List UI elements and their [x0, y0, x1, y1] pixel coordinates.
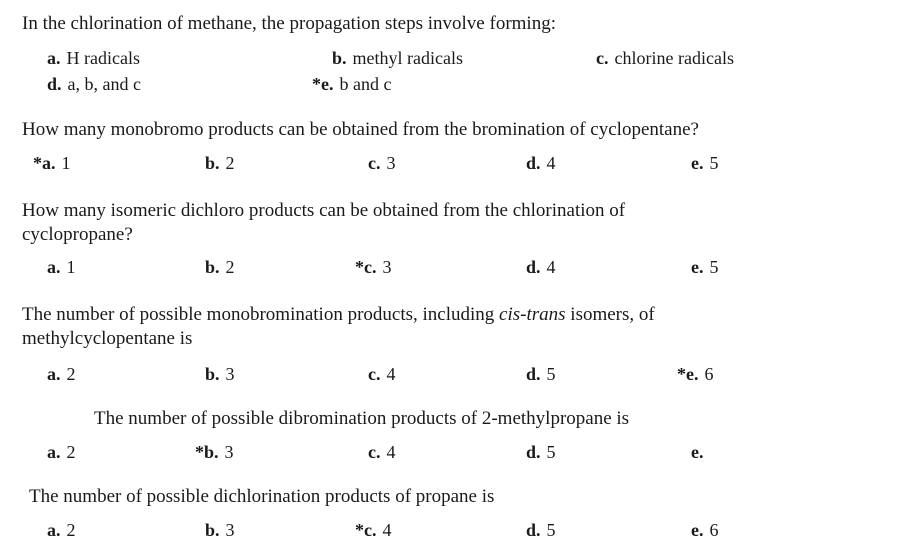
- q1-option-a-text: H radicals: [66, 48, 140, 68]
- q2-option-c-text: 3: [386, 153, 396, 173]
- q4-option-b-text: 3: [225, 364, 235, 384]
- q6-option-c-label: *c.: [355, 520, 377, 540]
- q4-option-d-label: d.: [526, 364, 541, 384]
- q2-option-d-label: d.: [526, 153, 541, 173]
- q1-option-b-text: methyl radicals: [352, 48, 463, 68]
- q4-option-a-label: a.: [47, 364, 61, 384]
- q4-option-e: [677, 363, 714, 385]
- q2-option-d: [526, 152, 556, 174]
- q1-option-e-text: b and c: [339, 74, 392, 94]
- q4-option-d-text: 5: [546, 364, 556, 384]
- question-1-text: In the chlorination of methane, the propagation steps involve forming:: [22, 13, 556, 34]
- q5-option-a-label: a.: [47, 442, 61, 462]
- q2-option-d-text: 4: [546, 153, 556, 173]
- q4-option-c-label: c.: [368, 364, 381, 384]
- q3-option-c-text: 3: [382, 257, 392, 277]
- q5-option-d: [526, 441, 556, 463]
- q5-option-a-text: 2: [66, 442, 76, 462]
- q6-option-e-label: e.: [691, 520, 704, 540]
- q1-option-d-text: a, b, and c: [67, 74, 141, 94]
- q5-option-e-label: e.: [691, 442, 704, 462]
- q5-option-e: [691, 441, 710, 463]
- q5-option-d-label: d.: [526, 442, 541, 462]
- q1-option-c: [596, 47, 734, 69]
- q4-option-b: [205, 363, 235, 385]
- q1-option-d: [47, 73, 141, 95]
- q6-option-c-text: 4: [382, 520, 392, 540]
- q1-option-b: [332, 47, 463, 69]
- q3-option-c-label: *c.: [355, 257, 377, 277]
- q2-option-a: [33, 152, 71, 174]
- question-4-text-line1: [22, 303, 655, 327]
- q6-option-b-label: b.: [205, 520, 220, 540]
- question-3-text-line2: cyclopropane?: [22, 224, 133, 245]
- q2-option-b: [205, 152, 235, 174]
- q6-option-b: [205, 519, 235, 541]
- question-4-text-after: isomers, of: [565, 304, 655, 325]
- q3-option-e-label: e.: [691, 257, 704, 277]
- q6-option-e-text: 6: [709, 520, 719, 540]
- q3-option-a-label: a.: [47, 257, 61, 277]
- q6-option-a-text: 2: [66, 520, 76, 540]
- q2-option-a-text: 1: [61, 153, 71, 173]
- q3-option-a-text: 1: [66, 257, 76, 277]
- q5-option-c-label: c.: [368, 442, 381, 462]
- q3-option-d: [526, 256, 556, 278]
- q6-option-d-label: d.: [526, 520, 541, 540]
- q4-option-e-text: 6: [704, 364, 714, 384]
- q4-option-c-text: 4: [386, 364, 396, 384]
- q2-option-b-text: 2: [225, 153, 235, 173]
- q2-option-e-text: 5: [709, 153, 719, 173]
- q3-option-e-text: 5: [709, 257, 719, 277]
- question-5-text: The number of possible dibromination products of 2-methylpropane is: [94, 408, 630, 429]
- q5-option-a: [47, 441, 76, 463]
- q2-option-e: [691, 152, 719, 174]
- q3-option-d-label: d.: [526, 257, 541, 277]
- q2-option-e-label: e.: [691, 153, 704, 173]
- question-4-text-italic: cis-trans: [499, 304, 566, 325]
- q6-option-a: [47, 519, 76, 541]
- q6-option-d: [526, 519, 556, 541]
- q4-option-e-label: *e.: [677, 364, 699, 384]
- q2-option-b-label: b.: [205, 153, 220, 173]
- q3-option-a: [47, 256, 76, 278]
- q6-option-d-text: 5: [546, 520, 556, 540]
- q3-option-b-text: 2: [225, 257, 235, 277]
- question-4-text-line2: methylcyclopentane is: [22, 328, 193, 349]
- q1-option-b-label: b.: [332, 48, 347, 68]
- q1-option-d-label: d.: [47, 74, 62, 94]
- q3-option-c: [355, 256, 392, 278]
- q1-option-c-text: chlorine radicals: [614, 48, 734, 68]
- q3-option-b-label: b.: [205, 257, 220, 277]
- q4-option-b-label: b.: [205, 364, 220, 384]
- q2-option-c-label: c.: [368, 153, 381, 173]
- q4-option-c: [368, 363, 396, 385]
- q5-option-b-text: 3: [224, 442, 234, 462]
- q1-option-e-label: *e.: [312, 74, 334, 94]
- q1-option-c-label: c.: [596, 48, 609, 68]
- question-2-text: How many monobromo products can be obtained from the bromination of cyclopentane?: [22, 119, 699, 140]
- q1-option-a: [47, 47, 140, 69]
- q5-option-c-text: 4: [386, 442, 396, 462]
- q6-option-e: [691, 519, 719, 541]
- question-4-text-before: The number of possible monobromination products, including: [22, 304, 500, 325]
- q6-option-b-text: 3: [225, 520, 235, 540]
- q2-option-c: [368, 152, 396, 174]
- question-6-text: The number of possible dichlorination products of propane is: [29, 486, 495, 507]
- q4-option-d: [526, 363, 556, 385]
- q3-option-b: [205, 256, 235, 278]
- q5-option-d-text: 5: [546, 442, 556, 462]
- q5-option-b: [195, 441, 234, 463]
- question-3-text-line1: How many isomeric dichloro products can be obtained from the chlorination of: [22, 200, 626, 221]
- q3-option-d-text: 4: [546, 257, 556, 277]
- q1-option-a-label: a.: [47, 48, 61, 68]
- q5-option-b-label: *b.: [195, 442, 219, 462]
- q1-option-e: [312, 73, 391, 95]
- q6-option-c: [355, 519, 392, 541]
- q4-option-a-text: 2: [66, 364, 76, 384]
- q4-option-a: [47, 363, 76, 385]
- q3-option-e: [691, 256, 719, 278]
- q2-option-a-label: *a.: [33, 153, 56, 173]
- q6-option-a-label: a.: [47, 520, 61, 540]
- q5-option-c: [368, 441, 396, 463]
